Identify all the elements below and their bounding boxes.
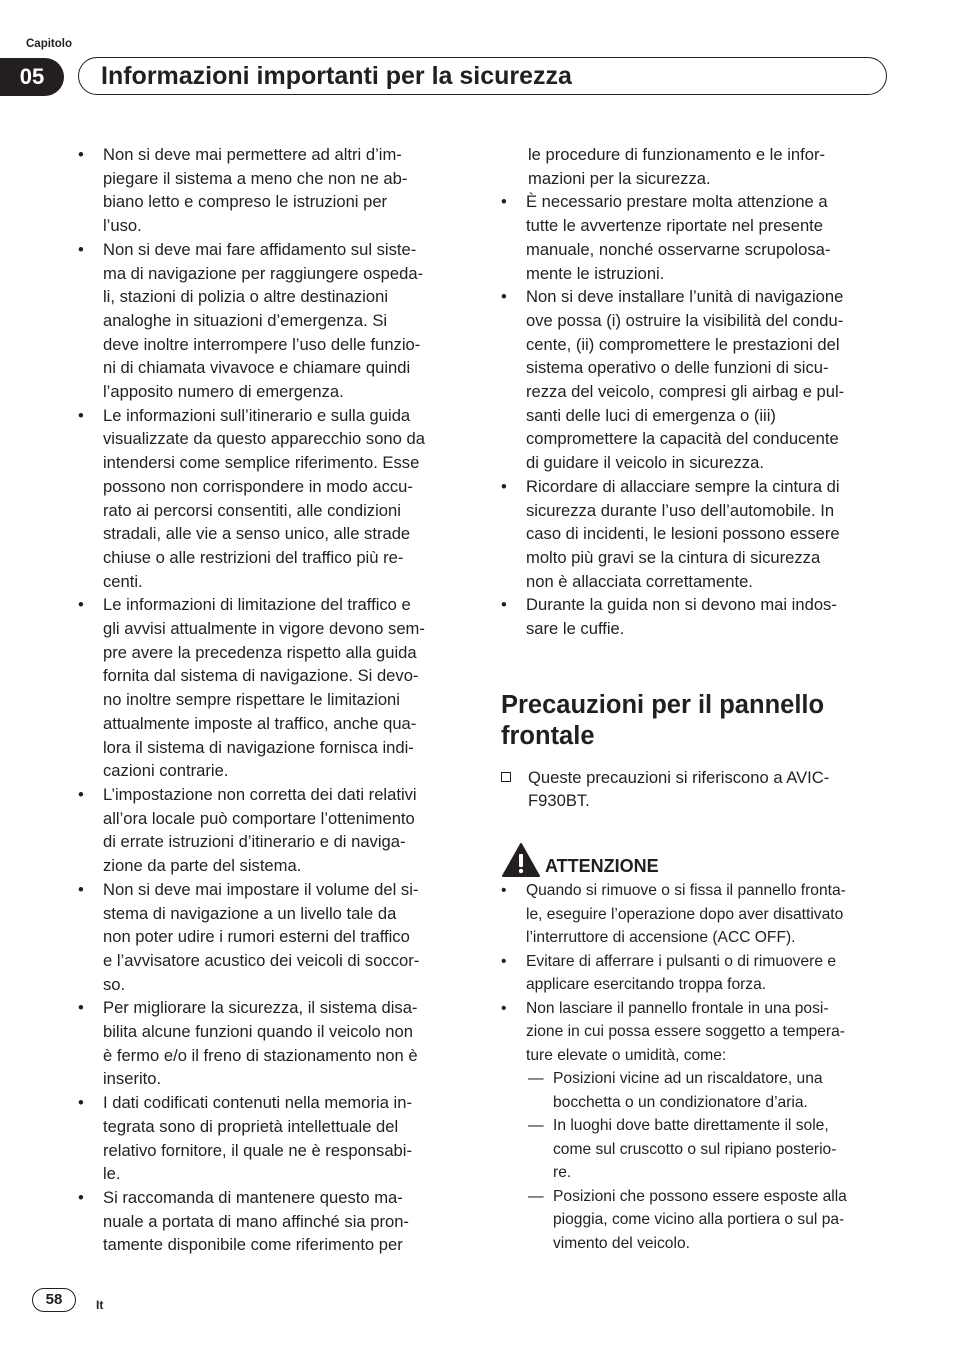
list-item-text: Le informazioni sull’itinerario e sulla guida visualizzate da questo apparecchio sono da intendersi come semplice riferimento. Esse possono non corrispondere in modo accu- rato ai percorsi consentiti, alle condizioni stradali, alle vie a senso unico, alle strade chiuse o alle restrizioni del traffico più re- centi. [103,405,425,591]
list-item-text: I dati codificati contenuti nella memoria in- tegrata sono di proprietà intellettuale del relativo fornitore, il quale ne è responsabi- le. [103,1093,413,1184]
bullet-icon: • [78,784,84,804]
right-bullet-list [501,190,891,640]
list-item [501,997,891,1068]
page-number: 58 [32,1288,76,1312]
list-item-text: Evitare di afferrare i pulsanti o di rimuovere e applicare esercitando troppa forza. [526,952,837,994]
right-column [501,143,891,1255]
caution-list [501,879,891,1067]
note [501,766,891,813]
list-item-text: Non lasciare il pannello frontale in una posi- zione in cui possa essere soggetto a tempera- ture elevate o umidità, come: [526,999,845,1064]
list-item [501,190,891,285]
list-item-text: Durante la guida non si devono mai indos- sare le cuffie. [526,595,837,639]
list-item [78,593,466,783]
bullet-icon: • [501,192,507,212]
continued-text: le procedure di funzionamento e le infor- mazioni per la sicurezza. [528,145,826,188]
sub-list-item [501,1067,891,1114]
list-item-text: Non si deve mai permettere ad altri d’im- piegare il sistema a meno che non ne ab- biano letto e compreso le istruzioni per l’uso. [103,145,408,236]
list-item [78,143,466,238]
list-item [501,475,891,594]
sub-list-item-text: In luoghi dove batte direttamente il sole, come sul cruscotto o sul ripiano posterio- re. [553,1117,837,1182]
bullet-icon: • [78,1187,84,1207]
sub-list-item [501,1185,891,1256]
bullet-icon: • [501,476,507,496]
list-item [78,238,466,404]
bullet-icon: • [501,952,507,970]
list-item-text: Quando si rimuove o si fissa il pannello fronta- le, eseguire l’operazione dopo aver disattivato l’interruttore di accensione (ACC OFF). [526,882,846,947]
caution-sub-list [501,1067,891,1255]
chapter-number-badge: 05 [0,58,64,96]
bullet-icon: • [78,1093,84,1113]
list-item-text: Non si deve mai fare affidamento sul siste- ma di navigazione per raggiungere ospeda- li, stazioni di polizia o altre destinazioni analoghe in situazioni d’emergenza. Si deve inoltre interrompere l’uso delle funzio- ni di chiamata vivavoce e chiamare quindi l’apposito numero di emergenza. [103,239,424,402]
bullet-icon: • [501,882,507,900]
bullet-icon: • [501,999,507,1017]
dash-icon: — [528,1070,544,1088]
caution-header [501,843,891,879]
list-item-text: Non si deve mai impostare il volume del si- stema di navigazione a un livello tale da non poter udire i rumori esterni del traffico e l’avvisatore acustico dei veicoli di soccor- so. [103,879,420,994]
bullet-icon: • [78,595,84,615]
sub-list-item-text: Posizioni vicine ad un riscaldatore, una bocchetta o un condizionatore d’aria. [553,1070,823,1111]
chapter-title: Informazioni importanti per la sicurezza [101,62,572,90]
list-item [78,1186,466,1257]
bullet-icon: • [501,287,507,307]
dash-icon: — [528,1187,544,1205]
bullet-icon: • [501,595,507,615]
list-item-text: Ricordare di allacciare sempre la cintura di sicurezza durante l’uso dell’automobile. In caso di incidenti, le lesioni possono essere molto più gravi se la cintura di sicurezza non è allacciata correttamente. [526,476,840,591]
list-item [78,1091,466,1186]
list-item [78,783,466,878]
list-item [78,878,466,997]
note-text: Queste precauzioni si riferiscono a AVIC- F930BT. [528,767,830,811]
checkbox-square-icon [501,772,511,782]
caution-label: ATTENZIONE [545,856,659,877]
list-item-text: Le informazioni di limitazione del traffico e gli avvisi attualmente in vigore devono sem- pre avere la precedenza rispetto alla guida fornita dal sistema di navigazione. Si devo- no inoltre sempre rispettare le limitazioni attualmente imposte al traffico, anche qua- lora il sistema di navigazione fornisca indi- cazioni contrarie. [103,595,425,781]
bullet-icon: • [78,239,84,259]
list-item [501,593,891,640]
sub-list-item-text: Posizioni che possono essere esposte alla pioggia, come vicino alla portiera o sul pa- vimento del veicolo. [553,1187,847,1252]
chapter-label: Capitolo [26,38,72,50]
warning-triangle-icon [502,843,540,877]
bullet-icon: • [78,879,84,899]
list-item [501,950,891,997]
chapter-title-box [78,57,887,95]
section-title: Precauzioni per il pannello frontale [501,690,825,750]
list-item [78,404,466,594]
list-item-text: Per migliorare la sicurezza, il sistema disa- bilita alcune funzioni quando il veicolo non è fermo e/o il freno di stazionamento non è inserito. [103,998,418,1089]
bullet-icon: • [78,145,84,164]
sub-list-item [501,1114,891,1185]
list-item [78,996,466,1091]
list-item-text: Si raccomanda di mantenere questo ma- nuale a portata di mano affinché sia pron- tamente disponibile come riferimento per [103,1187,409,1255]
language-code: It [96,1298,104,1312]
bullet-icon: • [78,405,84,425]
list-item-text: È necessario prestare molta attenzione a tutte le avvertenze riportate nel presente manuale, nonché osservarne scrupolosa- mente le istruzioni. [526,192,831,283]
list-item-text: L’impostazione non corretta dei dati relativi all’ora locale può comportare l’ottenimento di errate istruzioni d’itinerario e di naviga- zione da parte del sistema. [103,784,417,876]
list-item [501,285,891,475]
bullet-icon: • [78,998,84,1018]
dash-icon: — [528,1117,544,1135]
left-column [78,143,466,1257]
left-bullet-list [78,143,466,1257]
list-item-text: Non si deve installare l’unità di navigazione ove possa (i) ostruire la visibilità del condu- cente, (ii) compromettere le prestazioni del sistema operativo o delle funzioni di sicu- rezza del veicolo, compresi gli airbag e pul- santi delle luci di emergenza o (iii) compromettere la capacità del conducente di guidare il veicolo in sicurezza. [526,287,845,473]
list-item [501,879,891,950]
